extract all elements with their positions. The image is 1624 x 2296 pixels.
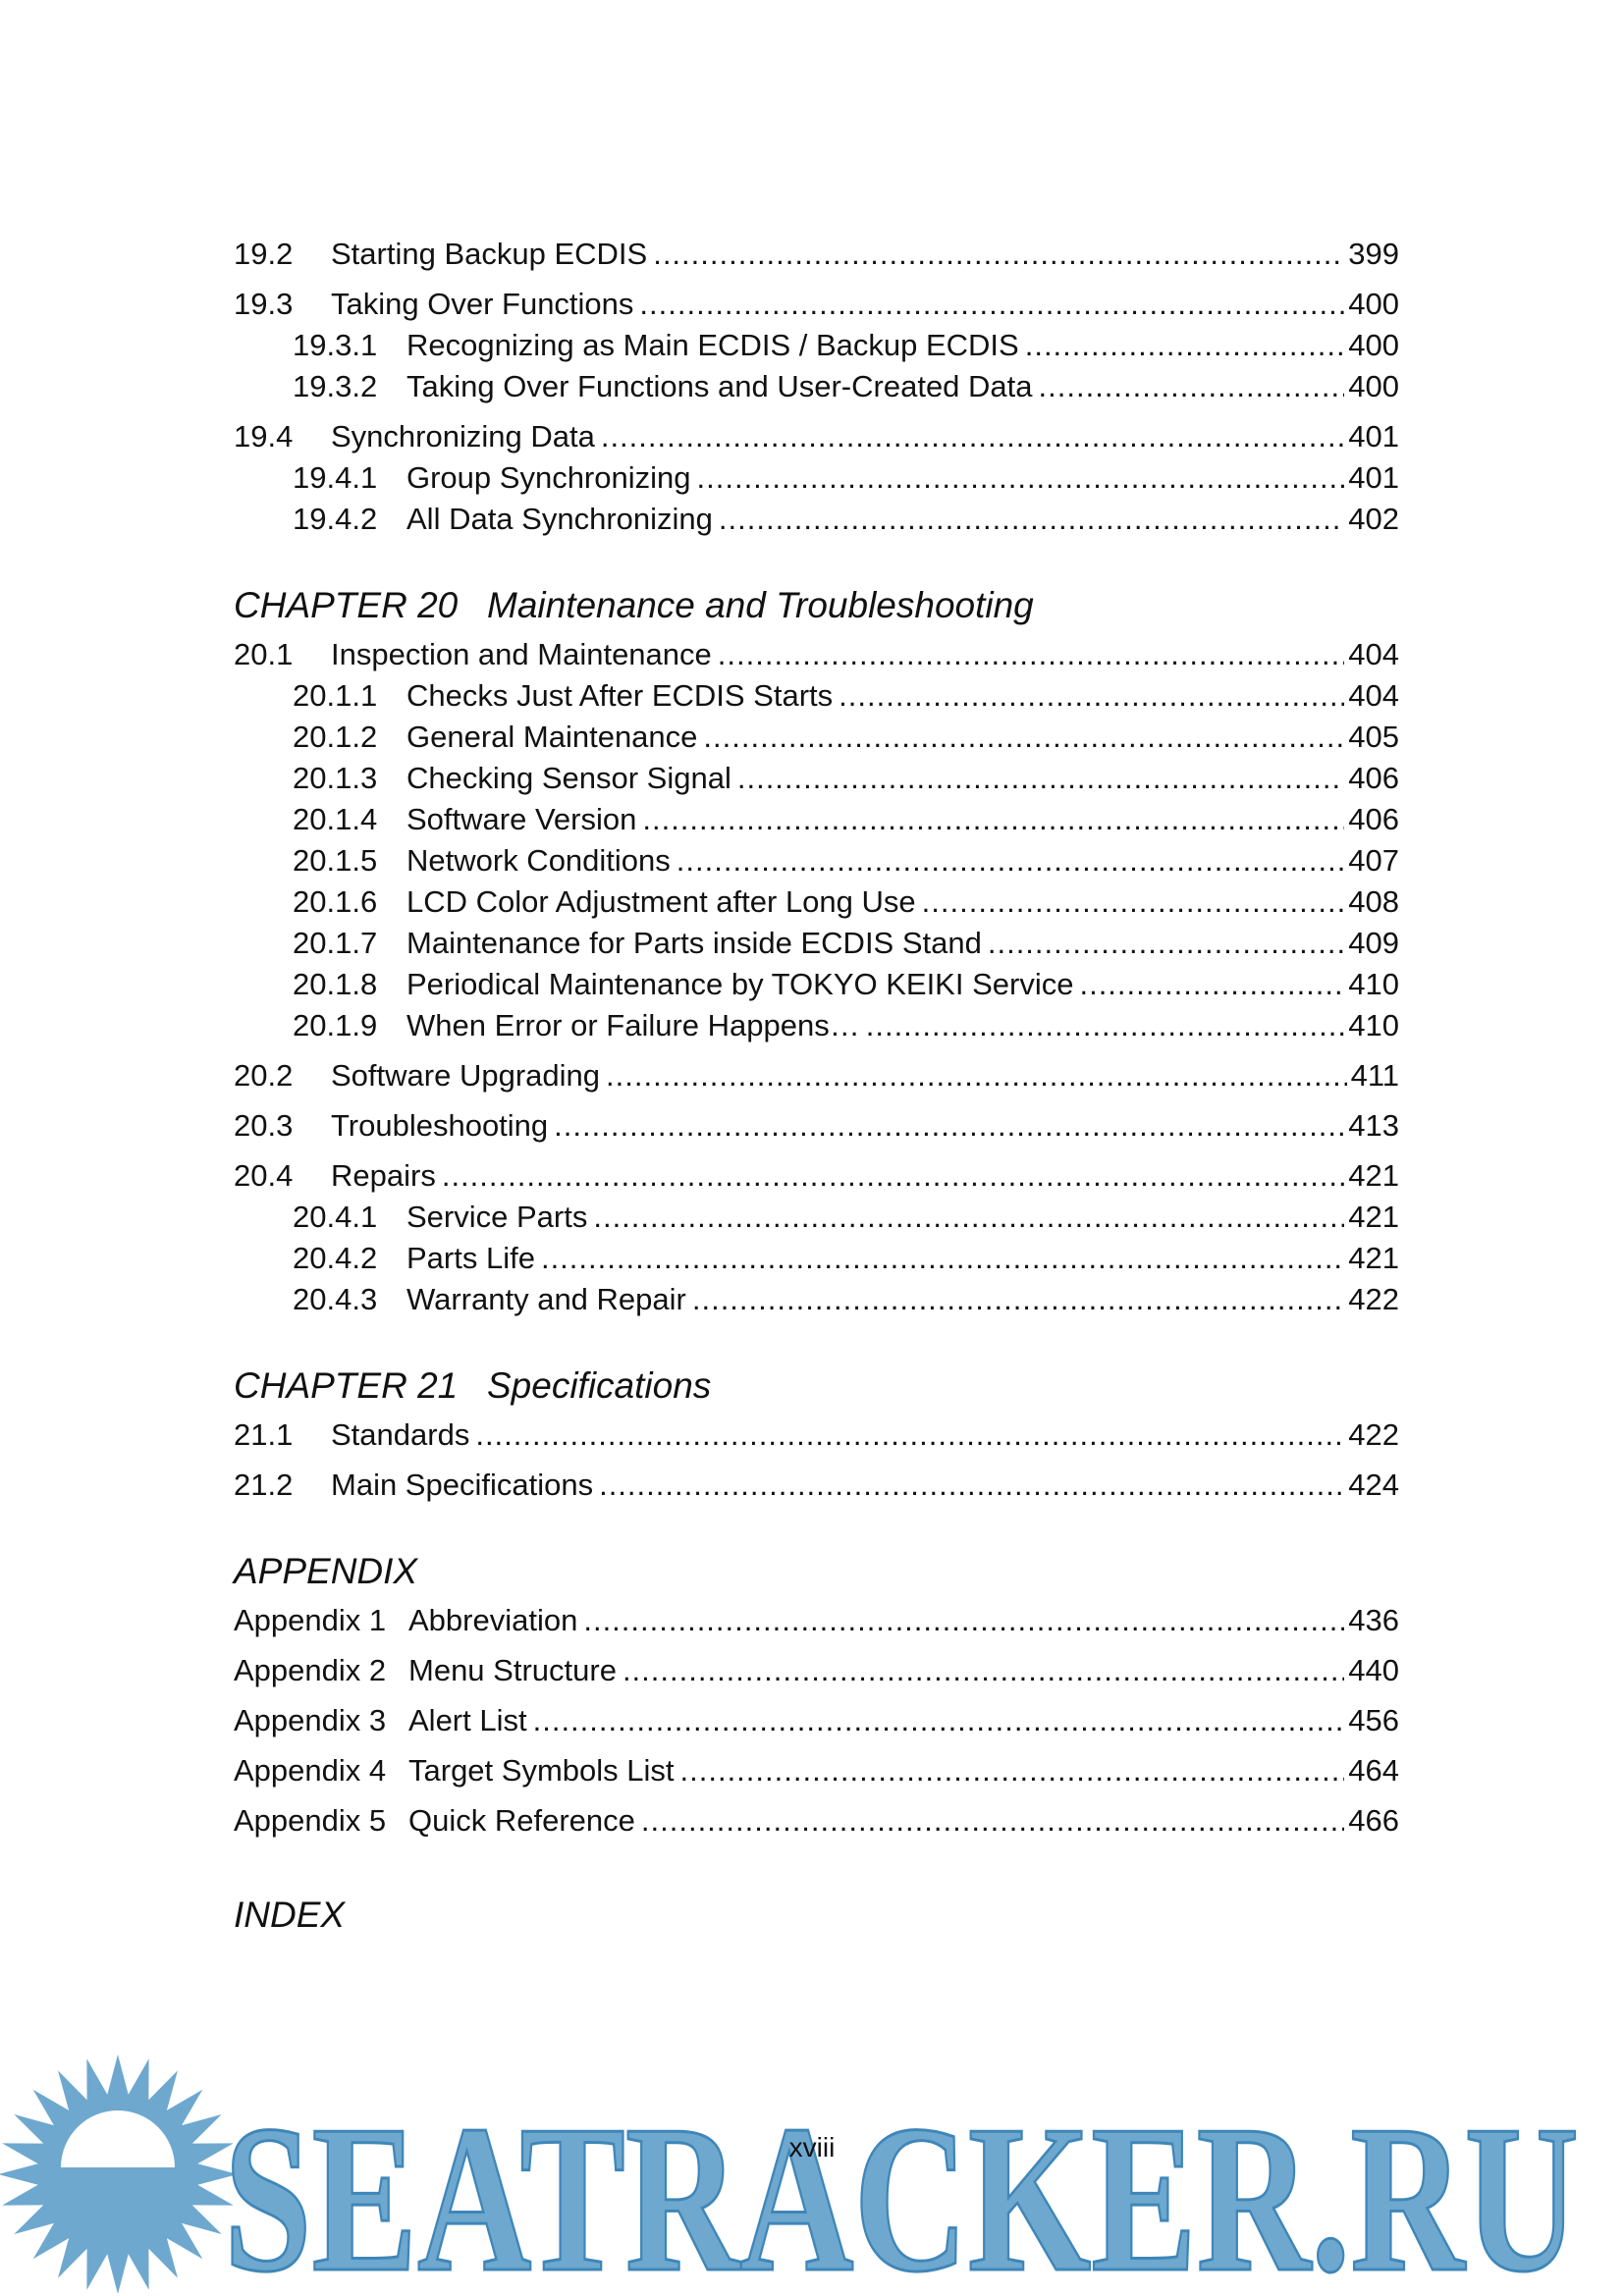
toc-entry-19-3[interactable] [234, 284, 1399, 325]
toc-entry-20-1-7[interactable] [234, 923, 1399, 964]
entry-page: 464 [1348, 1753, 1399, 1788]
dot-leader [623, 1650, 1344, 1691]
entry-page: 407 [1348, 843, 1399, 878]
entry-number: 20.1.9 [293, 1008, 378, 1042]
entry-number: 20.4.1 [293, 1200, 378, 1234]
entry-page: 402 [1348, 502, 1399, 536]
toc-entry-20-1-3[interactable] [234, 758, 1399, 799]
entry-title: Quick Reference [408, 1803, 635, 1838]
entry-page: 406 [1348, 802, 1399, 836]
entry-page: 404 [1348, 637, 1399, 671]
entry-title: Recognizing as Main ECDIS / Backup ECDIS [406, 328, 1019, 362]
dot-leader [922, 881, 1345, 923]
entry-page: 413 [1348, 1108, 1399, 1143]
entry-page: 422 [1348, 1417, 1399, 1452]
toc-block-21 [234, 1415, 1399, 1506]
seatracker-watermark [0, 2052, 1624, 2296]
entry-number: 19.2 [234, 237, 294, 271]
entry-page: 400 [1348, 369, 1399, 403]
toc-entry-20-1-8[interactable] [234, 964, 1399, 1005]
entry-title: General Maintenance [406, 720, 698, 754]
entry-number: 20.1.6 [293, 884, 378, 919]
toc-entry-20-1-9[interactable] [234, 1005, 1399, 1046]
entry-number: Appendix 3 [234, 1703, 387, 1737]
entry-number: 19.4.1 [293, 460, 378, 495]
entry-page: 456 [1348, 1703, 1399, 1737]
dot-leader [533, 1700, 1345, 1741]
dot-leader [839, 675, 1344, 717]
chapter-21-heading[interactable] [234, 1363, 1399, 1409]
dot-leader [583, 1600, 1344, 1641]
entry-page: 400 [1348, 287, 1399, 321]
dot-leader [1039, 366, 1345, 407]
entry-title: Group Synchronizing [406, 460, 691, 495]
entry-title: Menu Structure [408, 1653, 617, 1687]
toc-block-20 [234, 634, 1399, 1320]
entry-number: 20.1.1 [293, 678, 378, 713]
entry-number: 20.4.3 [293, 1282, 378, 1316]
entry-page: 408 [1348, 884, 1399, 919]
toc-entry-19-2[interactable] [234, 234, 1399, 275]
toc-block-appendix [234, 1600, 1399, 1842]
entry-page: 422 [1348, 1282, 1399, 1316]
toc-entry-19-4-2[interactable] [234, 499, 1399, 540]
dot-leader [1079, 964, 1344, 1005]
entry-page: 404 [1348, 678, 1399, 713]
entry-title: Checks Just After ECDIS Starts [406, 678, 834, 713]
dot-leader [653, 234, 1344, 275]
chapter-20-heading[interactable] [234, 583, 1399, 628]
entry-title: LCD Color Adjustment after Long Use [406, 884, 916, 919]
dot-leader [719, 499, 1344, 540]
entry-title: Troubleshooting [331, 1108, 549, 1143]
entry-number: 19.3.1 [293, 328, 378, 362]
entry-number: 20.2 [234, 1058, 294, 1093]
toc-entry-19-4[interactable] [234, 416, 1399, 457]
entry-title: Warranty and Repair [406, 1282, 686, 1316]
entry-number: 21.2 [234, 1468, 294, 1502]
toc-entry-20-4[interactable] [234, 1155, 1399, 1197]
chapter-title: Maintenance and Troubleshooting [487, 585, 1034, 625]
entry-title: Maintenance for Parts inside ECDIS Stand [406, 926, 982, 960]
entry-title: When Error or Failure Happens… [406, 1008, 860, 1042]
toc-entry-appendix-4[interactable] [234, 1750, 1399, 1791]
entry-number: 20.4 [234, 1158, 294, 1193]
index-title: INDEX [234, 1895, 346, 1935]
entry-number: 20.1.3 [293, 761, 378, 795]
entry-page: 410 [1348, 967, 1399, 1001]
entry-title: Service Parts [406, 1200, 588, 1234]
dot-leader [697, 457, 1345, 499]
entry-number: 20.3 [234, 1108, 294, 1143]
index-heading[interactable] [234, 1893, 1399, 1938]
dot-leader [677, 840, 1344, 881]
dot-leader [718, 634, 1344, 675]
toc-entry-20-1[interactable] [234, 634, 1399, 675]
entry-title: Parts Life [406, 1241, 535, 1275]
toc-entry-appendix-1[interactable] [234, 1600, 1399, 1641]
entry-title: Taking Over Functions and User-Created Data [406, 369, 1033, 403]
entry-title: Standards [331, 1417, 470, 1452]
sun-burst-icon [0, 2055, 238, 2294]
toc-entry-20-2[interactable] [234, 1055, 1399, 1096]
entry-number: Appendix 4 [234, 1753, 387, 1788]
dot-leader [988, 923, 1344, 964]
dot-leader [680, 1750, 1345, 1791]
entry-page: 406 [1348, 761, 1399, 795]
entry-number: 20.1.5 [293, 843, 378, 878]
entry-title: Periodical Maintenance by TOKYO KEIKI Service [406, 967, 1074, 1001]
dot-leader [593, 1197, 1344, 1238]
toc-entry-21-2[interactable] [234, 1465, 1399, 1506]
entry-number: Appendix 2 [234, 1653, 387, 1687]
entry-number: 20.1.2 [293, 720, 378, 754]
entry-number: 20.1 [234, 637, 294, 671]
chapter-title: Specifications [487, 1365, 712, 1406]
entry-number: 20.4.2 [293, 1241, 378, 1275]
dot-leader [554, 1105, 1344, 1147]
entry-title: Checking Sensor Signal [406, 761, 731, 795]
chapter-number: CHAPTER 21 [234, 1365, 459, 1406]
entry-page: 411 [1350, 1058, 1399, 1093]
entry-number: 21.1 [234, 1417, 294, 1452]
entry-page: 401 [1348, 460, 1399, 495]
entry-title: Synchronizing Data [331, 419, 595, 454]
dot-leader [639, 284, 1344, 325]
entry-number: 20.1.4 [293, 802, 378, 836]
page-number: xviii [788, 2132, 836, 2163]
toc-entry-20-3[interactable] [234, 1105, 1399, 1147]
entry-page: 421 [1348, 1200, 1399, 1234]
dot-leader [541, 1238, 1344, 1279]
toc-entry-20-1-4[interactable] [234, 799, 1399, 840]
toc-entry-19-4-1[interactable] [234, 457, 1399, 499]
dot-leader [642, 799, 1344, 840]
entry-title: Starting Backup ECDIS [331, 237, 648, 271]
chapter-number: CHAPTER 20 [234, 585, 459, 625]
entry-title: Software Upgrading [331, 1058, 600, 1093]
entry-page: 401 [1348, 419, 1399, 454]
entry-title: Network Conditions [406, 843, 671, 878]
dot-leader [606, 1055, 1347, 1096]
entry-page: 436 [1348, 1603, 1399, 1637]
dot-leader [601, 416, 1344, 457]
toc-entry-20-4-2[interactable] [234, 1238, 1399, 1279]
entry-page: 466 [1348, 1803, 1399, 1838]
entry-number: 19.4.2 [293, 502, 378, 536]
entry-title: Repairs [331, 1158, 436, 1193]
entry-page: 399 [1348, 237, 1399, 271]
entry-page: 410 [1348, 1008, 1399, 1042]
toc-entry-20-1-5[interactable] [234, 840, 1399, 881]
toc-entry-20-4-1[interactable] [234, 1197, 1399, 1238]
entry-page: 409 [1348, 926, 1399, 960]
toc-entry-21-1[interactable] [234, 1415, 1399, 1456]
entry-title: Software Version [406, 802, 637, 836]
entry-title: Alert List [408, 1703, 527, 1737]
watermark-text: SEATRACKER.RU [224, 2081, 1579, 2296]
entry-title: Inspection and Maintenance [331, 637, 712, 671]
toc-entry-appendix-3[interactable] [234, 1700, 1399, 1741]
entry-number: 20.1.7 [293, 926, 378, 960]
dot-leader [737, 758, 1344, 799]
entry-number: 19.3.2 [293, 369, 378, 403]
toc-entry-19-3-2[interactable] [234, 366, 1399, 407]
entry-page: 421 [1348, 1158, 1399, 1193]
dot-leader [692, 1279, 1344, 1320]
entry-title: Target Symbols List [408, 1753, 675, 1788]
dot-leader [703, 717, 1344, 758]
entry-number: 19.3 [234, 287, 294, 321]
entry-page: 440 [1348, 1653, 1399, 1687]
entry-number: 20.1.8 [293, 967, 378, 1001]
entry-title: Main Specifications [331, 1468, 594, 1502]
dot-leader [641, 1800, 1344, 1842]
table-of-contents [234, 234, 1399, 1944]
toc-entry-19-3-1[interactable] [234, 325, 1399, 366]
entry-number: Appendix 1 [234, 1603, 387, 1637]
appendix-title: APPENDIX [234, 1551, 418, 1591]
toc-entry-appendix-2[interactable] [234, 1650, 1399, 1691]
dot-leader [475, 1415, 1344, 1456]
entry-page: 424 [1348, 1468, 1399, 1502]
dot-leader [1025, 325, 1345, 366]
appendix-heading[interactable] [234, 1549, 1399, 1594]
dot-leader [599, 1465, 1344, 1506]
entry-page: 421 [1348, 1241, 1399, 1275]
entry-page: 400 [1348, 328, 1399, 362]
entry-number: 19.4 [234, 419, 294, 454]
entry-title: All Data Synchronizing [406, 502, 713, 536]
toc-entry-appendix-5[interactable] [234, 1800, 1399, 1842]
toc-block-19 [234, 234, 1399, 540]
toc-entry-20-1-6[interactable] [234, 881, 1399, 923]
entry-page: 405 [1348, 720, 1399, 754]
toc-entry-20-1-1[interactable] [234, 675, 1399, 717]
entry-number: Appendix 5 [234, 1803, 387, 1838]
dot-leader [442, 1155, 1344, 1197]
toc-entry-20-1-2[interactable] [234, 717, 1399, 758]
toc-entry-20-4-3[interactable] [234, 1279, 1399, 1320]
entry-title: Abbreviation [408, 1603, 578, 1637]
entry-title: Taking Over Functions [331, 287, 634, 321]
dot-leader [866, 1005, 1345, 1046]
